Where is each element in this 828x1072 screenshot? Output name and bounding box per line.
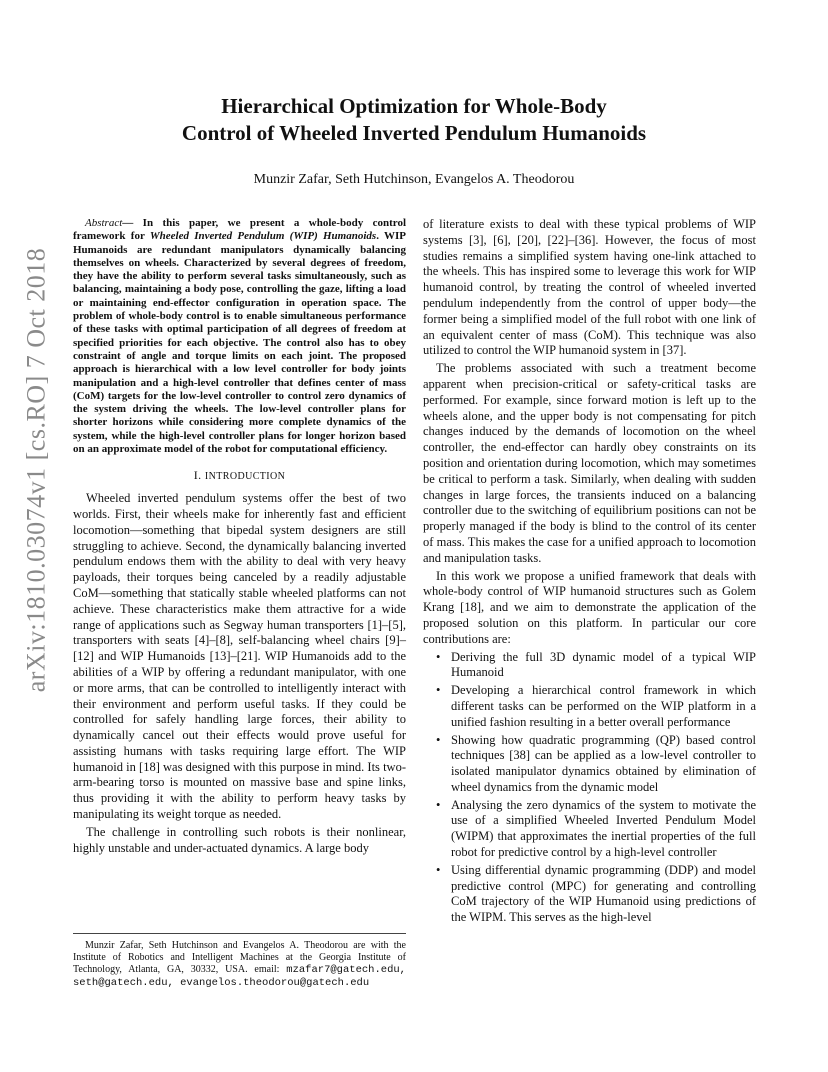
abstract — [73, 217, 406, 456]
intro-paragraph-1: Wheeled inverted pendulum systems offer the best of two worlds. First, their wheels make for inherently fast and efficient locomotion—something that bipedal system designers are still struggling to achieve. Second, the dynamically balancing inverted pendulum endows them with the ability to deal with very heavy payloads, their torques being canceled by a readily adjustable CoM—something that statically stable wheeled platforms can not achieve. These characteristics make them attractive for a wide range of applications such as Segway human transporters [1]–[5], transporters with seats [4]–[8], self-balancing wheel chairs [9]–[12] and WIP Humanoids [13]–[21]. WIP Humanoids add to the abilities of a WIP by offering a redundant manipulator, with one or more arms, that can be controlled to intelligently interact with their environment and perform useful tasks. If they could be controlled for safely handling large forces, their ability to dynamically cancel out their effects would prove useful for assisting humans with tasks requiring large effort. The WIP humanoid in [18] was designed with this purpose in mind. Its two-arm-bearing torso is mounted on massive base and spine links, thus providing it with the ability to perform heavy tasks by manipulating its weight torque as needed. — [73, 491, 406, 822]
title-line-2: Control of Wheeled Inverted Pendulum Humanoids — [181, 121, 647, 145]
author-list: Munzir Zafar, Seth Hutchinson, Evangelos A. Theodorou — [253, 172, 575, 187]
contribution-item: • Showing how quadratic programming (QP) based control techniques [38] can be applied as a low-level controller to isolated manipulator dynamics obtained by elimination of wheel dynamics from the dynamic model — [451, 733, 756, 796]
contribution-item: • Using differential dynamic programming (DDP) and model predictive control (MPC) for generating and controlling CoM trajectory of the WIP Humanoid using predictions of the WIPM. This serves as the high-level — [451, 863, 756, 926]
section-title: INTRODUCTION — [204, 471, 286, 483]
arxiv-stamp-text: arXiv:1810.03074v1 [cs.RO] 7 Oct 2018 — [21, 247, 50, 693]
intro-paragraph-3: The problems associated with such a treatment become apparent when precision-critical or safety-critical tasks are performed. For example, since forward motion is left up to the wheels alone, and the upper body is not compensating for pitch changes induced by the demands of locomotion on the wheel controller, the end-effector can hardly obey constraints on its position and orientation during locomotion, which may sometimes be critical to perform a task. Similarly, when dealing with sudden changes in large forces, the transients induced on a balancing controller due to the switching of equilibrium positions can not be properly managed if the body is blind to the control of its center of mass. This makes the case for a unified approach to locomotion and manipulation tasks. — [423, 361, 756, 565]
footnote-emails: mzafar7@gatech.edu, seth@gatech.edu, evangelos.theodorou@gatech.edu — [73, 964, 406, 989]
intro-paragraph-2: The challenge in controlling such robots is their nonlinear, highly unstable and under-actuated dynamics. A large body — [73, 824, 406, 855]
contributions-list — [423, 650, 756, 927]
contribution-item: • Deriving the full 3D dynamic model of a typical WIP Humanoid — [451, 650, 756, 682]
abstract-intro: — In this paper, we present a whole-body control framework for — [73, 217, 406, 243]
footnote-text — [73, 940, 406, 989]
footnote-affiliation: Munzir Zafar, Seth Hutchinson and Evangelos A. Theodorou are with the Institute of Robotics and Intelligent Machines at the Georgia Institute of Technology, Atlanta, GA, 30332, USA. email: — [73, 940, 406, 976]
left-column — [73, 217, 406, 858]
contribution-item: • Analysing the zero dynamics of the system to motivate the use of a simplified Wheeled Inverted Pendulum Model (WIPM) that approximates the inertial properties of the full robot for predictive control by a high-level controller — [451, 798, 756, 861]
section-number: I. — [193, 468, 205, 483]
intro-paragraph-4: In this work we propose a unified framework that deals with whole-body control of WIP humanoid structures such as Golem Krang [18], and we aim to demonstrate the application of the proposed solution on this platform. In particular our core contributions are: — [423, 568, 756, 646]
right-column — [423, 217, 756, 928]
title-line-1: Hierarchical Optimization for Whole-Body — [221, 94, 607, 118]
arxiv-identifier-stamp — [16, 247, 56, 693]
paper-title — [60, 93, 768, 147]
abstract-italic-term: Wheeled Inverted Pendulum (WIP) Humanoids — [149, 230, 377, 243]
contribution-item: • Developing a hierarchical control framework in which different tasks can be performed on the WIP platform in a unified fashion resulting in a better overall performance — [451, 683, 756, 730]
author-affiliation-footnote — [73, 933, 406, 989]
section-heading-introduction — [73, 468, 406, 485]
abstract-label: Abstract — [85, 217, 123, 229]
intro-continuation: of literature exists to deal with these typical problems of WIP systems [3], [6], [20], [22]–[36]. However, the focus of most studies remains a simplified system having one-link attached to the wheels. This has inspired some to leverage this work for WIP humanoid control, by treating the control of wheeled inverted pendulum independently from the control of upper body—the former being a simplified model of the full robot with one link of an equivalent center of mass (CoM). This technique was also utilized to control the WIP humanoid system in [37]. — [423, 217, 756, 358]
abstract-body: . WIP Humanoids are redundant manipulators dynamically balancing themselves on wheels. Characterized by several degrees of freedom, they have the ability to perform several tasks simultaneously, such as balancing, maintaining a body pose, controlling the gaze, lifting a load or maintaining end-effector configuration in operation space. The problem of whole-body control is to enable simultaneous performance of these tasks with optimal participation of all degrees of freedom at specified priorities for each objective. The control also has to obey constraint of angle and torque limits on each joint. The proposed approach is hierarchical with a low level controller for body joints manipulation and a high-level controller that defines center of mass (CoM) targets for the low-level controller to control zero dynamics of the system driving the wheels. The low-level controller plans for shorter horizons while considering more complete dynamics of the system, while the high-level controller plans for longer horizon based on an approximate model of the robot for computational efficiency. — [73, 230, 406, 456]
